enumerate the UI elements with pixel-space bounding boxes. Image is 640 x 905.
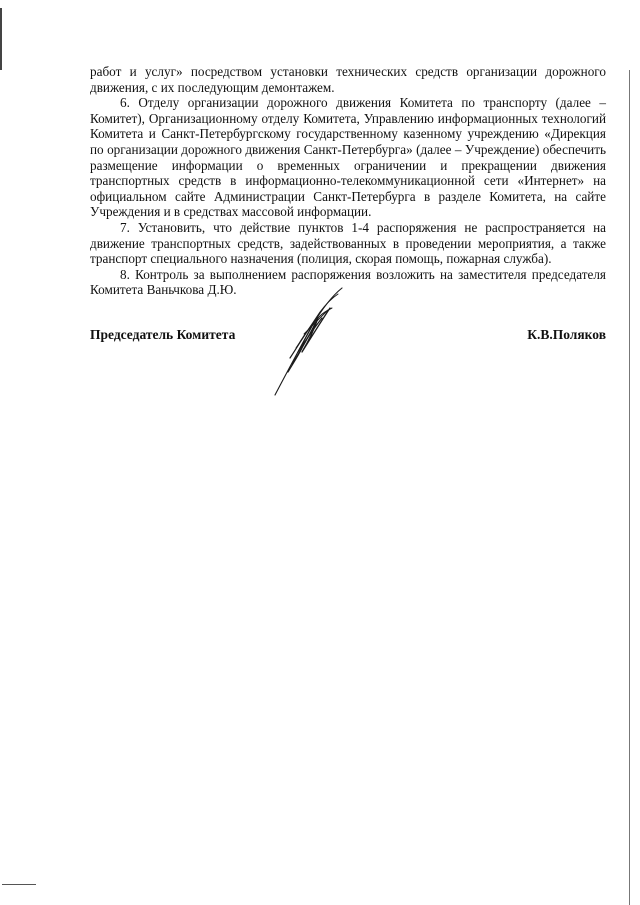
handwritten-signature	[272, 282, 372, 400]
signatory-position-title: Председатель Комитета	[90, 327, 236, 342]
paragraph-item-7: 7. Установить, что действие пунктов 1-4 распоряжения не распространяется на движение транспортных средств, задействованных в проведении мероприятия, а также транспорт специального назначения (полиция, скорая помощь, пожарная служба).	[90, 219, 606, 267]
paragraph-continuation: работ и услуг» посредством установки технических средств организации дорожного движения, с их последующим демонтажем.	[90, 64, 606, 95]
scan-edge-line-left	[0, 8, 2, 70]
paragraph-item-8: 8. Контроль за выполнением распоряжения возложить на заместителя председателя Комитета Ваньчкова Д.Ю.	[90, 266, 606, 298]
scan-mark-dash	[2, 884, 36, 885]
signatory-name: К.В.Поляков	[527, 327, 606, 342]
paragraph-item-6: 6. Отделу организации дорожного движения Комитета по транспорту (далее – Комитет), Организационному отделу Комитета, Управлению информационных технологий Комитета и Санкт-Петербургскому государственному казенному учреждению «Дирекция по организации дорожного движения Санкт-Петербурга» (далее – Учреждение) обеспечить размещение информации о временных ограничении и прекращении движения транспортных средств в информационно-телекоммуникационной сети «Интернет» на официальном сайте Администрации Санкт-Петербурга в разделе Комитета, на сайте Учреждения и в средствах массовой информации.	[90, 95, 606, 220]
scan-edge-line-right	[629, 70, 630, 905]
document-body	[90, 64, 606, 298]
